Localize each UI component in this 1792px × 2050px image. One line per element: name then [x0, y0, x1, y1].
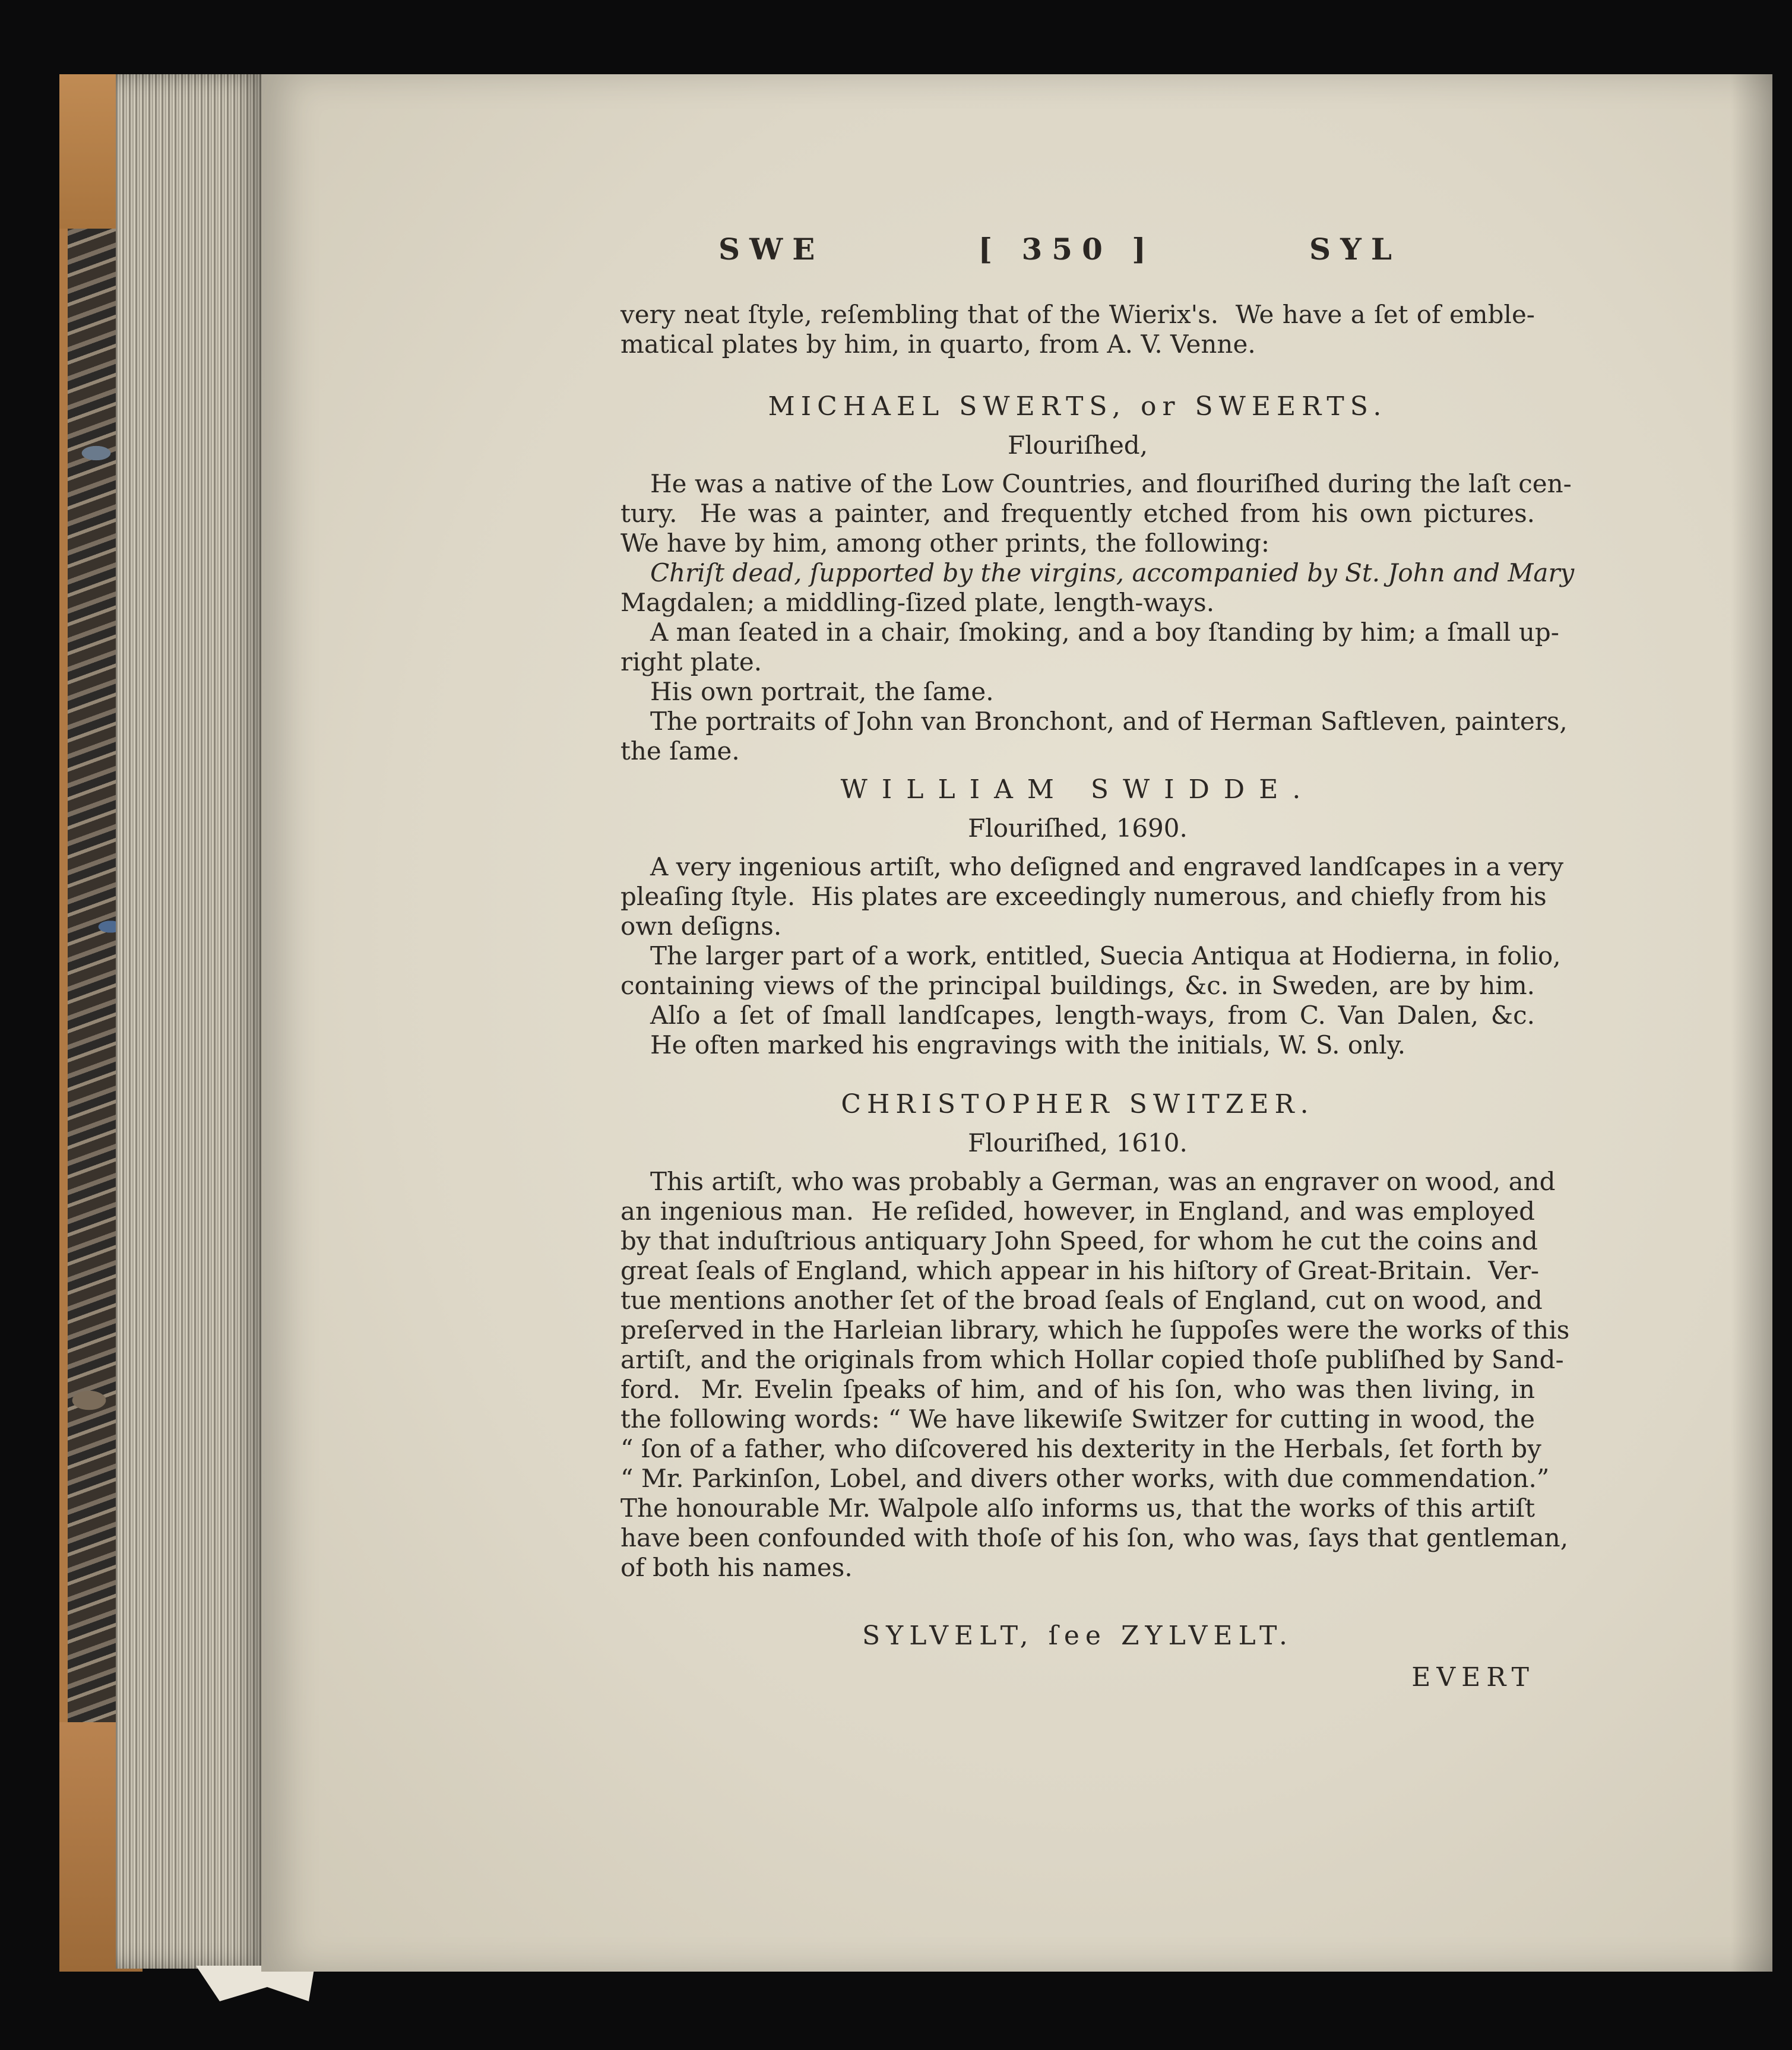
text-line: ford. Mr. Evelin ſpeaks of him, and of his ſon, who was then living, in	[620, 1375, 1535, 1404]
entry-subheading: Flouriſhed, 1610.	[968, 1128, 1188, 1157]
text-line: own deſigns.	[620, 912, 782, 941]
entry-subheading: Flouriſhed,	[1007, 431, 1148, 460]
cross-reference: SYLVELT, ſee ZYLVELT.	[862, 1621, 1293, 1651]
text-line: of both his names.	[620, 1553, 853, 1582]
text-line: by that induſtrious antiquary John Speed, for whom he cut the coins and	[620, 1226, 1538, 1255]
text-line: have been confounded with thoſe of his ſon, who was, ſays that gentleman,	[620, 1523, 1569, 1552]
text-line: right plate.	[620, 647, 762, 676]
text-line: an ingenious man. He reſided, however, in England, and was employed	[620, 1197, 1535, 1226]
text-line: A very ingenious artiſt, who deſigned and engraved landſcapes in a very	[650, 852, 1564, 881]
text-line: tury. He was a painter, and frequently etched from his own pictures.	[620, 499, 1535, 528]
text-line: the ſame.	[620, 736, 740, 765]
page-block-edges	[116, 74, 270, 1969]
text-line: preſerved in the Harleian library, which he ſuppoſes were the works of this	[620, 1315, 1570, 1344]
running-head	[718, 232, 1401, 267]
entry-heading: CHRISTOPHER SWITZER.	[841, 1089, 1315, 1119]
entry-heading: WILLIAM SWIDDE.	[840, 774, 1315, 805]
text-line: He was a native of the Low Countries, and flouriſhed during the laſt cen-	[650, 469, 1572, 498]
text-line: containing views of the principal buildings, &c. in Sweden, are by him.	[620, 971, 1535, 1000]
text-line: “ ſon of a father, who diſcovered his dexterity in the Herbals, ſet forth by	[620, 1434, 1541, 1463]
text-line: pleaſing ſtyle. His plates are exceedingly numerous, and chiefly from his	[620, 882, 1547, 911]
text-line: great ſeals of England, which appear in his hiſtory of Great-Britain. Ver-	[620, 1256, 1540, 1285]
running-head-left: SWE	[718, 232, 825, 267]
text-line: The portraits of John van Bronchont, and of Herman Saftleven, painters,	[650, 707, 1568, 736]
catchword: EVERT	[1411, 1662, 1535, 1692]
text-line: Chriſt dead, ſupported by the virgins, accompanied by St. John and Mary	[650, 558, 1575, 587]
page-number: [ 350 ]	[978, 232, 1155, 267]
page-gutter-shadow	[1731, 74, 1772, 1972]
text-line: We have by him, among other prints, the following:	[620, 529, 1270, 558]
text-line: tue mentions another ſet of the broad ſeals of England, cut on wood, and	[620, 1286, 1543, 1315]
text-line: A man ſeated in a chair, ſmoking, and a boy ſtanding by him; a ſmall up-	[650, 618, 1559, 647]
text-line: very neat ſtyle, reſembling that of the Wierix's. We have a ſet of emble-	[620, 300, 1535, 329]
text-line: The larger part of a work, entitled, Suecia Antiqua at Hodierna, in folio,	[650, 941, 1561, 970]
text-line: the following words: “ We have likewiſe Switzer for cutting in wood, the	[620, 1404, 1535, 1434]
text-line: Alſo a ſet of ſmall landſcapes, length-ways, from C. Van Dalen, &c.	[650, 1001, 1535, 1030]
running-head-right: SYL	[1309, 232, 1401, 267]
text-line: “ Mr. Parkinſon, Lobel, and divers other works, with due commendation.”	[620, 1464, 1550, 1493]
text-line: matical plates by him, in quarto, from A. V. Venne.	[620, 330, 1256, 359]
text-line: This artiſt, who was probably a German, was an engraver on wood, and	[650, 1167, 1556, 1196]
text-line: The honourable Mr. Walpole alſo informs us, that the works of this artiſt	[620, 1494, 1535, 1523]
text-line: Magdalen; a middling-ſized plate, length-ways.	[620, 588, 1215, 617]
entry-subheading: Flouriſhed, 1690.	[968, 814, 1188, 843]
text-line: artiſt, and the originals from which Hollar copied thoſe publiſhed by Sand-	[620, 1345, 1564, 1374]
text-line: He often marked his engravings with the initials, W. S. only.	[650, 1030, 1406, 1059]
text-line: His own portrait, the ſame.	[650, 677, 994, 706]
entry-heading: MICHAEL SWERTS, or SWEERTS.	[768, 391, 1388, 422]
